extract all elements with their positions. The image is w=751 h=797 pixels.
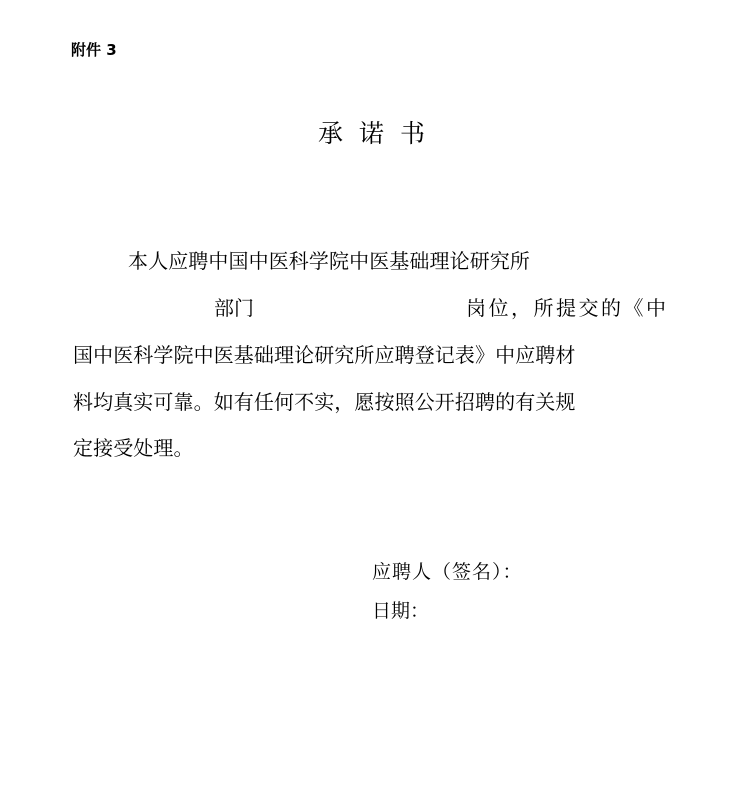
pledge-line-5: 定接受处理。: [73, 436, 194, 460]
date-label: 日期：: [372, 600, 430, 622]
department-label: 部门: [214, 296, 254, 320]
pledge-line-4: 料均真实可靠。如有任何不实，愿按照公开招聘的有关规: [73, 390, 576, 414]
applicant-signature-label: 应聘人（签名）：: [372, 561, 523, 583]
document-title: 承诺书: [317, 119, 441, 148]
pledge-line-1: 本人应聘中国中医科学院中医基础理论研究所: [128, 249, 530, 273]
pledge-line-2: 岗位，所提交的《中: [466, 296, 669, 320]
pledge-line-3: 国中医科学院中医基础理论研究所应聘登记表》中应聘材: [73, 343, 576, 367]
attachment-label: 附件 3: [71, 41, 117, 59]
